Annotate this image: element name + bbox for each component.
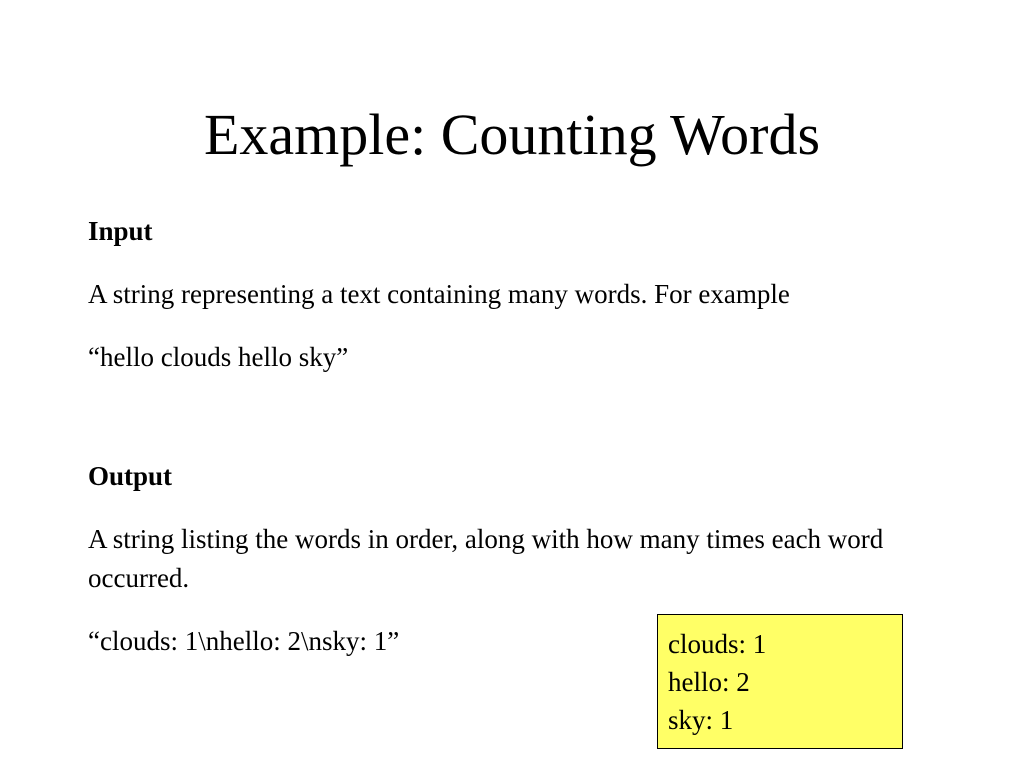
result-box bbox=[657, 614, 903, 749]
section-spacer bbox=[88, 401, 958, 457]
input-description: A string representing a text containing many words. For example bbox=[88, 279, 790, 309]
result-line-hello: hello: 2 bbox=[668, 667, 750, 697]
result-line-sky: sky: 1 bbox=[668, 705, 734, 735]
slide-title: Example: Counting Words bbox=[203, 102, 821, 167]
output-description: A string listing the words in order, along with how many times each word occurred. bbox=[88, 524, 884, 593]
input-section bbox=[88, 212, 958, 377]
input-heading: Input bbox=[88, 216, 153, 246]
output-heading: Output bbox=[88, 461, 173, 491]
input-example: “hello clouds hello sky” bbox=[88, 342, 349, 372]
output-example: “clouds: 1\nhello: 2\nsky: 1” bbox=[88, 626, 400, 656]
result-line-clouds: clouds: 1 bbox=[668, 629, 767, 659]
